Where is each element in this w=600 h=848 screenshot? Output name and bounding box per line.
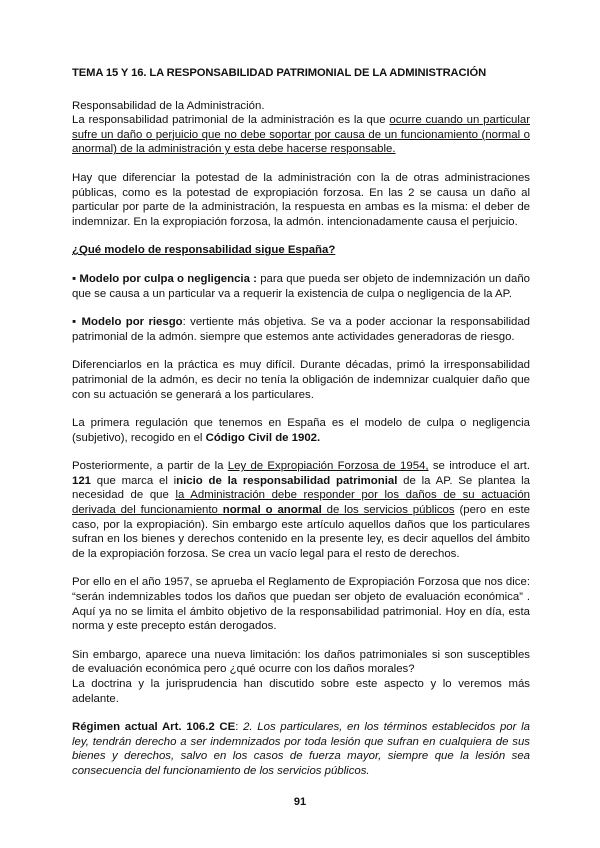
model-culpa-text: para que pueda ser objeto de indemnización un daño que se causa a un particular va a requerir la existencia de culpa o negligencia de la AP. — [72, 272, 530, 300]
post-underlined-1: la Administración debe responder por los daños de su actuación derivada del funcionamiento — [72, 489, 530, 517]
post-text-5: (pero en este caso, por la expropiación). Sin embargo este artículo aquellos daños que los particulares sufran en los bienes y derechos contenido en la presente ley, es decir aquellos del ámbito de la expropiación forzosa. Se crea un vacío legal para el resto de derechos. — [72, 504, 530, 560]
paragraph-diferenciar: Hay que diferenciar la potestad de la administración con la de otras administraciones públicas, como es la potestad de expropiación forzosa. En las 2 se causa un daño al particular por parte de la administración, la respuesta en ambas es la misma: el deber de indemnizar. En la expropiación forzosa, la admón. intencionadamente causa el perjuicio. — [72, 171, 530, 228]
regimen-text: 2. Los particulares, en los términos establecidos por la ley, tendrán derecho a ser indemnizados por toda lesión que sufran en cualquiera de sus bienes y derechos, salvo en los casos de fuerza mayor, siempre que la lesión sea consecuencia del funcionamiento de los servicios públicos. — [72, 721, 530, 777]
paragraph-posteriormente — [72, 459, 530, 561]
document-page — [72, 66, 530, 793]
paragraph-1957: Por ello en el año 1957, se aprueba el Reglamento de Expropiación Forzosa que nos dice: “serán indemnizables todos los daños que puedan ser objeto de evaluación económica” . Aquí ya no se limita el ámbito objetivo de la responsabilidad patrimonial. Hoy en día, esta norma y este precepto están derogados. — [72, 576, 530, 633]
paragraph-primera-regulacion — [72, 416, 530, 445]
art-121-bold: 121 — [72, 474, 92, 487]
model-riesgo-paragraph — [72, 315, 530, 344]
paragraph-diferenciarlos: Diferenciarlos en la práctica es muy difícil. Durante décadas, primó la irresponsabilidad patrimonial de la admón, es decir no tenía la obligación de indemnizar cualquier daño que con su actuación se generará a los particulares. — [72, 359, 530, 401]
intro-paragraph — [72, 113, 530, 157]
paragraph-sin-embargo: Sin embargo, aparece una nueva limitación: los daños patrimoniales si son susceptibles de evaluación económica pero ¿qué ocurre con los daños morales? — [72, 648, 530, 676]
post-text-1: Posteriormente, a partir de la — [72, 460, 228, 473]
post-text-3: que marca el i — [91, 474, 177, 487]
paragraph-regimen — [72, 720, 530, 778]
model-culpa-paragraph — [72, 272, 530, 301]
intro-heading: Responsabilidad de la Administración. — [72, 99, 265, 112]
section-question: ¿Qué modelo de responsabilidad sigue España? — [72, 244, 336, 257]
normal-anormal-bold: normal o anormal — [222, 504, 322, 517]
model-riesgo-label: ▪ Modelo por riesgo — [72, 316, 183, 329]
post-text-4: de la AP. Se plantea la necesidad de que — [72, 474, 530, 502]
intro-text: La responsabilidad patrimonial de la administración es la que — [72, 114, 390, 127]
inicio-responsabilidad-bold: nicio de la responsabilidad patrimonial — [176, 474, 398, 487]
post-underlined-2: de los servicios públicos — [321, 504, 455, 517]
regimen-colon: : — [235, 721, 244, 734]
page-number: 91 — [293, 796, 307, 808]
primera-text: La primera regulación que tenemos en España es el modelo de culpa o negligencia (subjetivo), recogido en el — [72, 417, 530, 444]
model-riesgo-text: : vertiente más objetiva. Se va a poder accionar la responsabilidad patrimonial de la admón. siempre que estemos ante actividades generadoras de riesgo. — [72, 316, 530, 343]
model-culpa-label: ▪ Modelo por culpa o negligencia : — [72, 272, 257, 285]
page-title: TEMA 15 Y 16. LA RESPONSABILIDAD PATRIMONIAL DE LA ADMINISTRACIÓN — [72, 67, 487, 79]
regimen-label: Régimen actual Art. 106.2 CE — [72, 721, 236, 734]
codigo-civil-bold: Código Civil de 1902. — [205, 431, 321, 444]
ley-expropiacion-link-text: Ley de Expropiación Forzosa de 1954, — [227, 460, 429, 473]
post-text-2: se introduce el art. — [428, 460, 530, 473]
intro-underlined-text: ocurre cuando un particular sufre un daño o perjuicio que no debe soportar por causa de un funcionamiento (normal o anormal) de la administración y esta debe hacerse responsable. — [72, 114, 531, 156]
paragraph-doctrina: La doctrina y la jurisprudencia han discutido sobre este aspecto y lo veremos más adelante. — [72, 678, 530, 705]
